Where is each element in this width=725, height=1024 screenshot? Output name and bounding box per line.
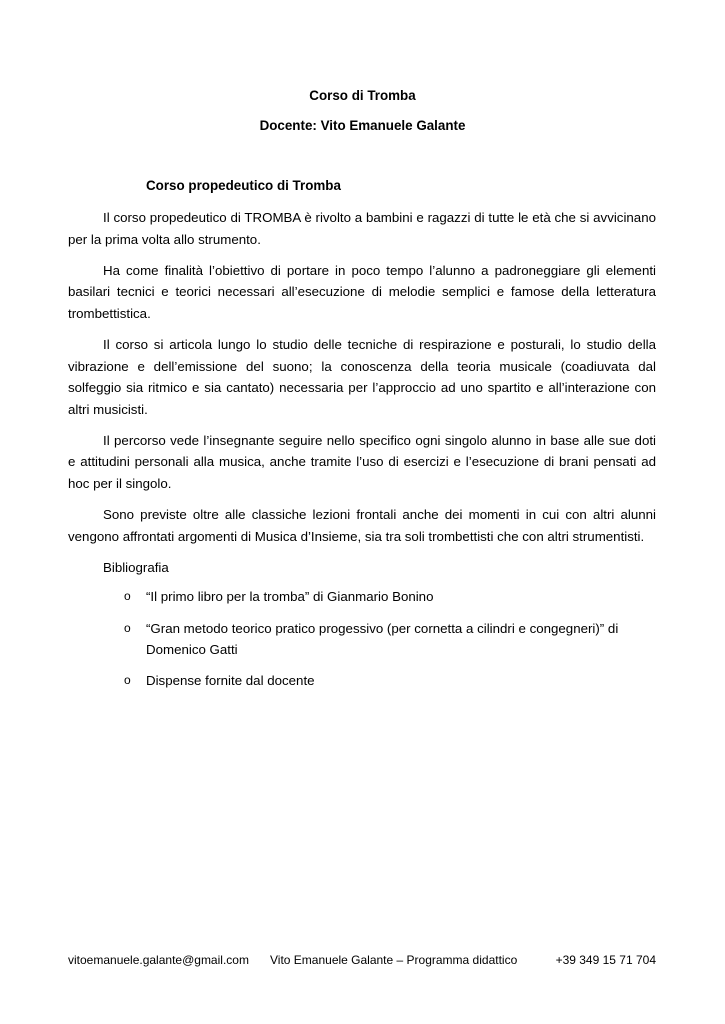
section-title: Corso propedeutico di Tromba: [146, 178, 341, 193]
bibliography-item: [68, 618, 656, 661]
footer-email: vitoemanuele.galante@gmail.com: [68, 953, 249, 967]
bibliography-heading: Bibliografia: [103, 559, 169, 575]
bullet-icon: o: [124, 620, 131, 635]
footer-program-label: Vito Emanuele Galante – Programma didattico: [270, 953, 518, 967]
paragraph: Sono previste oltre alle classiche lezioni frontali anche dei momenti in cui con altri alunni vengono affrontati argomenti di Musica d’Insieme, sia tra soli trombettisti che con altri strumentisti.: [68, 507, 656, 544]
bullet-icon: o: [124, 589, 131, 604]
bibliography-item-text: Dispense fornite dal docente: [146, 673, 315, 689]
bibliography-item-text: “Il primo libro per la tromba” di Gianmario Bonino: [146, 589, 434, 605]
bullet-icon: o: [124, 673, 131, 688]
bibliography-item: [68, 586, 656, 608]
document-body: [68, 207, 656, 701]
bibliography-item: [68, 670, 656, 692]
paragraph: Il corso si articola lungo lo studio delle tecniche di respirazione e posturali, lo studio della vibrazione e dell’emissione del suono; la conoscenza della teoria musicale (coadiuvata dal solfeggio sia ritmico e sia cantato) necessaria per l’approccio ad uno spartito e all’interazione con altri musicisti.: [68, 336, 656, 417]
paragraph: Il percorso vede l’insegnante seguire nello specifico ogni singolo alunno in base alle sue doti e attitudini personali alla musica, anche tramite l’uso di esercizi e l’esecuzione di brani pensati ad hoc per il singolo.: [68, 432, 656, 492]
paragraph: Ha come finalità l’obiettivo di portare in poco tempo l’alunno a padroneggiare gli elementi basilari tecnici e teorici necessari all’esecuzione di melodie semplici e famose della letteratura trombettistica.: [68, 262, 656, 321]
bibliography-list: [68, 586, 656, 691]
bibliography-item-text: “Gran metodo teorico pratico progessivo (per cornetta a cilindri e congegneri)” di Domenico Gatti: [146, 620, 619, 658]
teacher-name: Docente: Vito Emanuele Galante: [259, 118, 466, 133]
footer-phone: +39 349 15 71 704: [555, 953, 656, 967]
document-title: Corso di Tromba: [309, 88, 416, 103]
paragraph: Il corso propedeutico di TROMBA è rivolto a bambini e ragazzi di tutte le età che si avvicinano per la prima volta allo strumento.: [68, 210, 656, 247]
